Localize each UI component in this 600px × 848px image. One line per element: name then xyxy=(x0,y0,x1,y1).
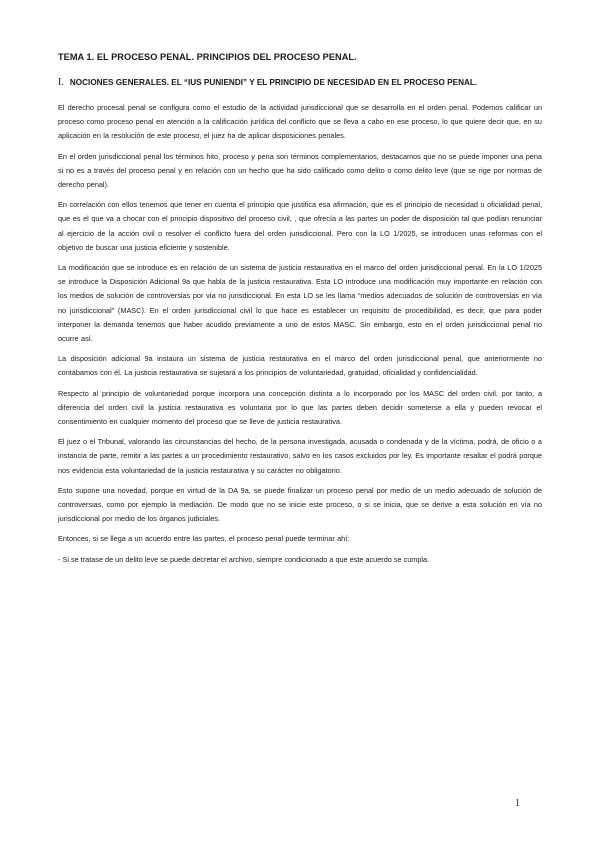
paragraph: Esto supone una novedad, porque en virtud de la DA 9a, se puede finalizar un proceso penal por medio de un medio adecuado de solución de controversias, como por ejemplo la mediación. De modo que no se inicie este proceso, o si se inicia, que se derive a esta solución en vía no jurisdiccional por medio de los órganos judiciales. xyxy=(58,485,542,524)
paragraph: La disposición adicional 9a instaura un sistema de justicia restaurativa en el marco del orden jurisdiccional penal, que anteriormente no contábamos con él. La justicia restaurativa se sujetará a los principios de voluntariedad, gratuidad, oficialidad y confidencialidad. xyxy=(58,354,542,378)
paragraph: El derecho procesal penal se configura como el estudio de la actividad jurisdiccional que se desarrolla en el orden penal. Podemos calificar un proceso como proceso penal en atención a la calificación jurídica del conflicto que se lleva a cabo en ese proceso, lo que quiere decir que, en su aplicación en la resolución de este proceso, el juez ha de aplicar disposiciones penales. xyxy=(58,103,542,141)
section-title: NOCIONES GENERALES. EL “IUS PUNIENDI” Y EL PRINCIPIO DE NECESIDAD EN EL PROCESO PENAL. xyxy=(69,78,478,87)
paragraph: En correlación con ellos tenemos que tener en cuenta el principio que justifica esa afirmación, que es el principio de necesidad u oficialidad penal, que es el que va a chocar con el principio dispositivo del proceso civil, , que ofrecía a las partes un poder de disposición tal que podían renunciar al ejercicio de la acción civil o resolver el conflicto fuera del orden jurisdiccional. Pero con la LO 1/2025, se introducen unas reformas con el objetivo de buscar una justicia eficiente y sostenible. xyxy=(58,200,542,252)
section-number: I. xyxy=(58,77,64,88)
document-title: TEMA 1. EL PROCESO PENAL. PRINCIPIOS DEL PROCESO PENAL. xyxy=(58,52,357,62)
bullet-item: - Si se tratase de un delito leve se puede decretar el archivo, siempre condicionado a que este acuerdo se cumpla. xyxy=(58,554,430,564)
paragraph: Entonces, si se llega a un acuerdo entre las partes, el proceso penal puede terminar ahí: xyxy=(58,534,350,544)
page-number: 1 xyxy=(515,798,520,809)
paragraph: La modificación que se introduce es en relación de un sistema de justicia restaurativa en el marco del orden jurisdiccional penal. En la LO 1/2025 se introduce la Disposición Adicional 9a que habla de la justicia restaurativa. Esta LO introduce una modificación muy importante en relación con los medios de solución de controversias por vía no jurisdiccional. En esta LO se les llama “medios adecuados de solución de controversias en vía no jurisdiccional” (MASC). En el orden jurisdiccional civil lo que hace es establecer un requisito de procedibilidad, es decir, que para poder interponer la demanda tenemos que haber acudido previamente a uno de estos MASC. Sin embargo, esto en el orden jurisdiccional penal no ocurre así. xyxy=(58,263,542,344)
paragraph: Respecto al principio de voluntariedad porque incorpora una concepción distinta a lo incorporado por los MASC del orden civil. por tanto, a diferencia del orden civil la justicia restaurativa es voluntaria por lo que las partes deben decidir someterse a ella y pueden revocar el consentimiento en cualquier momento del proceso que se lleve de justicia restaurativa. xyxy=(58,388,542,427)
paragraph: En el orden jurisdiccional penal los términos hito, proceso y pena son términos complementarios, destacamos que no se puede imponer una pena si no es a través del proceso penal y en relación con un hecho que ha sido calificado como delito o como delito leve (que se rige por normas de derecho penal). xyxy=(58,151,542,190)
section-heading xyxy=(58,77,542,88)
paragraph: El juez o el Tribunal, valorando las circunstancias del hecho, de la persona investigada, acusada o condenada y de la víctima, podrá, de oficio o a instancia de parte, remitir a las partes a un procedimiento restaurativo, salvo en los casos excluidos por ley. Es importante resaltar el podrá porque nos evidencia esta voluntariedad de la justicia restaurativa y su carácter no obligatorio. xyxy=(58,437,542,475)
